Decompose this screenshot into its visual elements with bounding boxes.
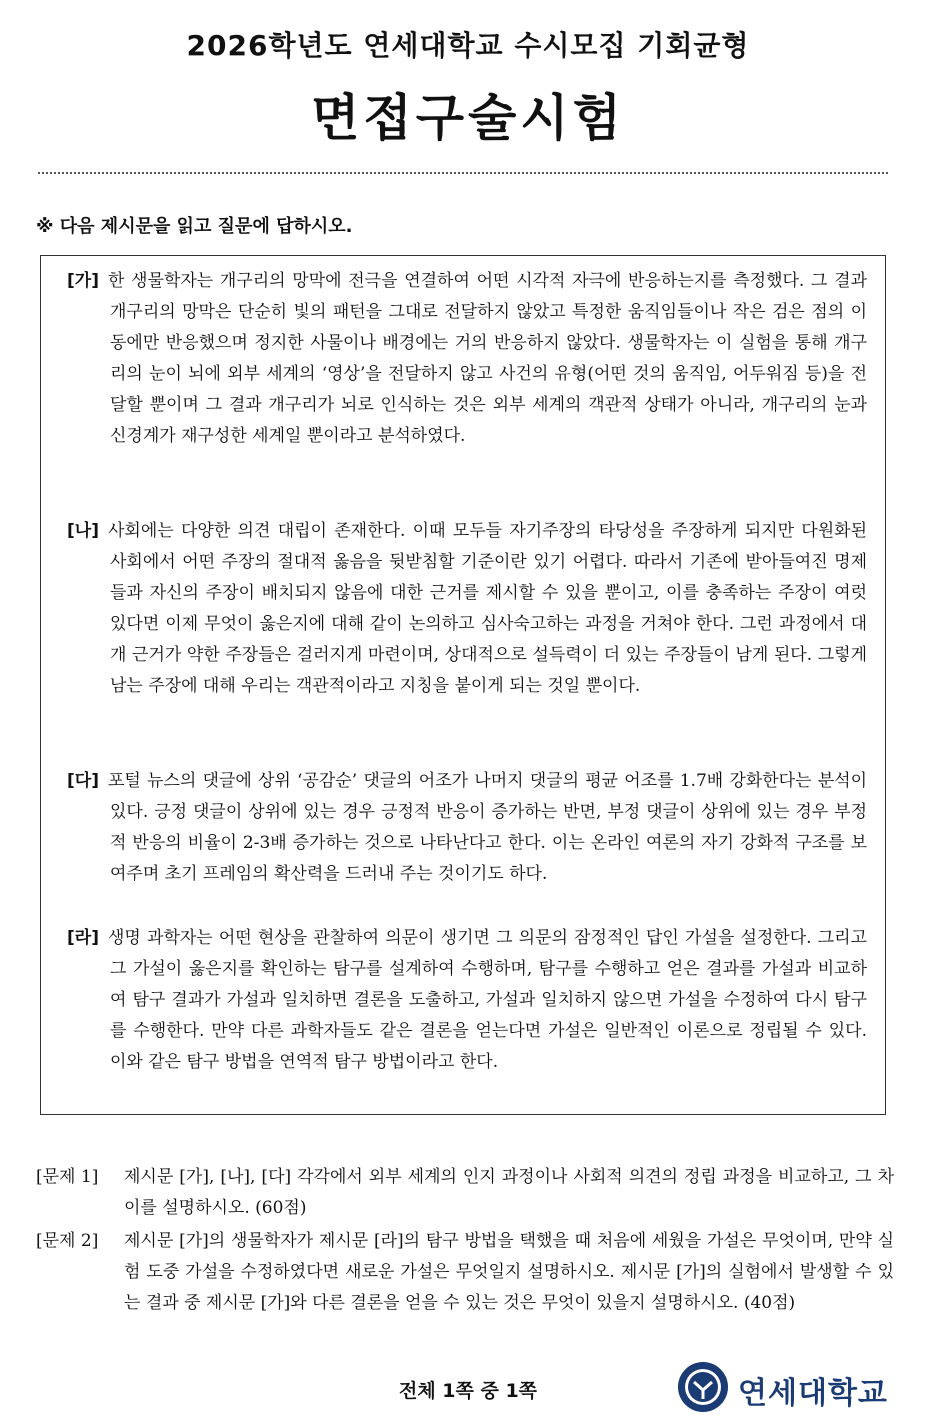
- question-list: [36, 1162, 894, 1321]
- passage-tag: [라]: [67, 928, 99, 948]
- passage-tag: [가]: [67, 271, 99, 291]
- question-tag: [문제 2]: [36, 1231, 99, 1251]
- dotted-divider: [38, 172, 888, 174]
- question-text: 제시문 [가]의 생물학자가 제시문 [라]의 탐구 방법을 택했을 때 처음에 세웠을 가설은 무엇이며, 만약 실험 도중 가설을 수정하였다면 새로운 가설은 무엇일지 설명하시오. 제시문 [가]의 실험에서 발생할 수 있는 결과 중 제시문 [가]와 다른 결론을 얻을 수 있는 것은 무엇이 있을지 설명하시오. (40점): [124, 1231, 894, 1313]
- passage-text: 생명 과학자는 어떤 현상을 관찰하여 의문이 생기면 그 의문의 잠정적인 답인 가설을 설정한다. 그리고 그 가설이 옳은지를 확인하는 탐구를 설계하여 수행하며, 탐구를 수행하고 얻은 결과를 가설과 비교하여 탐구 결과가 가설과 일치하면 결론을 도출하고, 가설과 일치하지 않으면 가설을 수정하여 다시 탐구를 수행한다. 만약 다른 과학자들도 같은 결론을 얻는다면 가설은 일반적인 이론으로 정립될 수 있다. 이와 같은 탐구 방법을 연역적 탐구 방법이라고 한다.: [108, 928, 867, 1072]
- yonsei-seal-icon: [676, 1360, 730, 1414]
- university-logo: [676, 1360, 896, 1412]
- passage-tag: [다]: [67, 771, 99, 791]
- logo-wordmark: 연세대학교: [738, 1376, 888, 1411]
- passage-da: [67, 766, 867, 890]
- instruction-text: ※ 다음 제시문을 읽고 질문에 답하시오.: [36, 216, 353, 237]
- question-item: [36, 1162, 894, 1224]
- passage-text: 사회에는 다양한 의견 대립이 존재한다. 이때 모두들 자기주장의 타당성을 주장하게 되지만 다원화된 사회에서 어떤 주장의 절대적 옳음을 뒷받침할 기준이란 있기 어렵다. 따라서 기존에 받아들여진 명제들과 자신의 주장이 배치되지 않음에 대한 근거를 제시할 수 있을 뿐이고, 이를 충족하는 주장이 여럿 있다면 이제 무엇이 옳은지에 대해 같이 논의하고 심사숙고하는 과정을 거쳐야 한다. 그런 과정에서 대개 근거가 약한 주장들은 걸러지게 마련이며, 상대적으로 설득력이 더 있는 주장들이 남게 된다. 그렇게 남는 주장에 대해 우리는 객관적이라고 지칭을 붙이게 되는 것일 뿐이다.: [108, 521, 867, 696]
- passage-ra: [67, 923, 867, 1078]
- exam-subtitle: 면접구술시험: [311, 89, 625, 147]
- passage-text: 한 생물학자는 개구리의 망막에 전극을 연결하여 어떤 시각적 자극에 반응하는지를 측정했다. 그 결과 개구리의 망막은 단순히 빛의 패턴을 그대로 전달하지 않았고 특정한 움직임들이나 작은 검은 점의 이동에만 반응했으며 정지한 사물이나 배경에는 거의 반응하지 않았다. 생물학자는 이 실험을 통해 개구리의 눈이 뇌에 외부 세계의 ‘영상’을 전달하지 않고 사건의 유형(어떤 것의 움직임, 어두워짐 등)을 전달할 뿐이며 그 결과 개구리가 뇌로 인식하는 것은 외부 세계의 객관적 상태가 아니라, 개구리의 눈과 신경계가 재구성한 세계일 뿐이라고 분석하였다.: [108, 271, 867, 446]
- page-indicator: 전체 1쪽 중 1쪽: [398, 1380, 538, 1402]
- question-item: [36, 1226, 894, 1319]
- passage-ga: [67, 266, 867, 452]
- exam-title: 2026학년도 연세대학교 수시모집 기회균형: [186, 29, 750, 62]
- question-tag: [문제 1]: [36, 1167, 99, 1187]
- passage-box: [40, 255, 886, 1115]
- passage-tag: [나]: [67, 521, 99, 541]
- passage-na: [67, 516, 867, 702]
- question-text: 제시문 [가], [나], [다] 각각에서 외부 세계의 인지 과정이나 사회적 의견의 정립 과정을 비교하고, 그 차이를 설명하시오. (60점): [124, 1167, 894, 1218]
- passage-text: 포털 뉴스의 댓글에 상위 ‘공감순’ 댓글의 어조가 나머지 댓글의 평균 어조를 1.7배 강화한다는 분석이 있다. 긍정 댓글이 상위에 있는 경우 긍정적 반응이 증가하는 반면, 부정 댓글이 상위에 있는 경우 부정적 반응의 비율이 2-3배 증가하는 것으로 나타난다고 한다. 이는 온라인 여론의 자기 강화적 구조를 보여주며 초기 프레임의 확산력을 드러내 주는 것이기도 하다.: [108, 771, 867, 884]
